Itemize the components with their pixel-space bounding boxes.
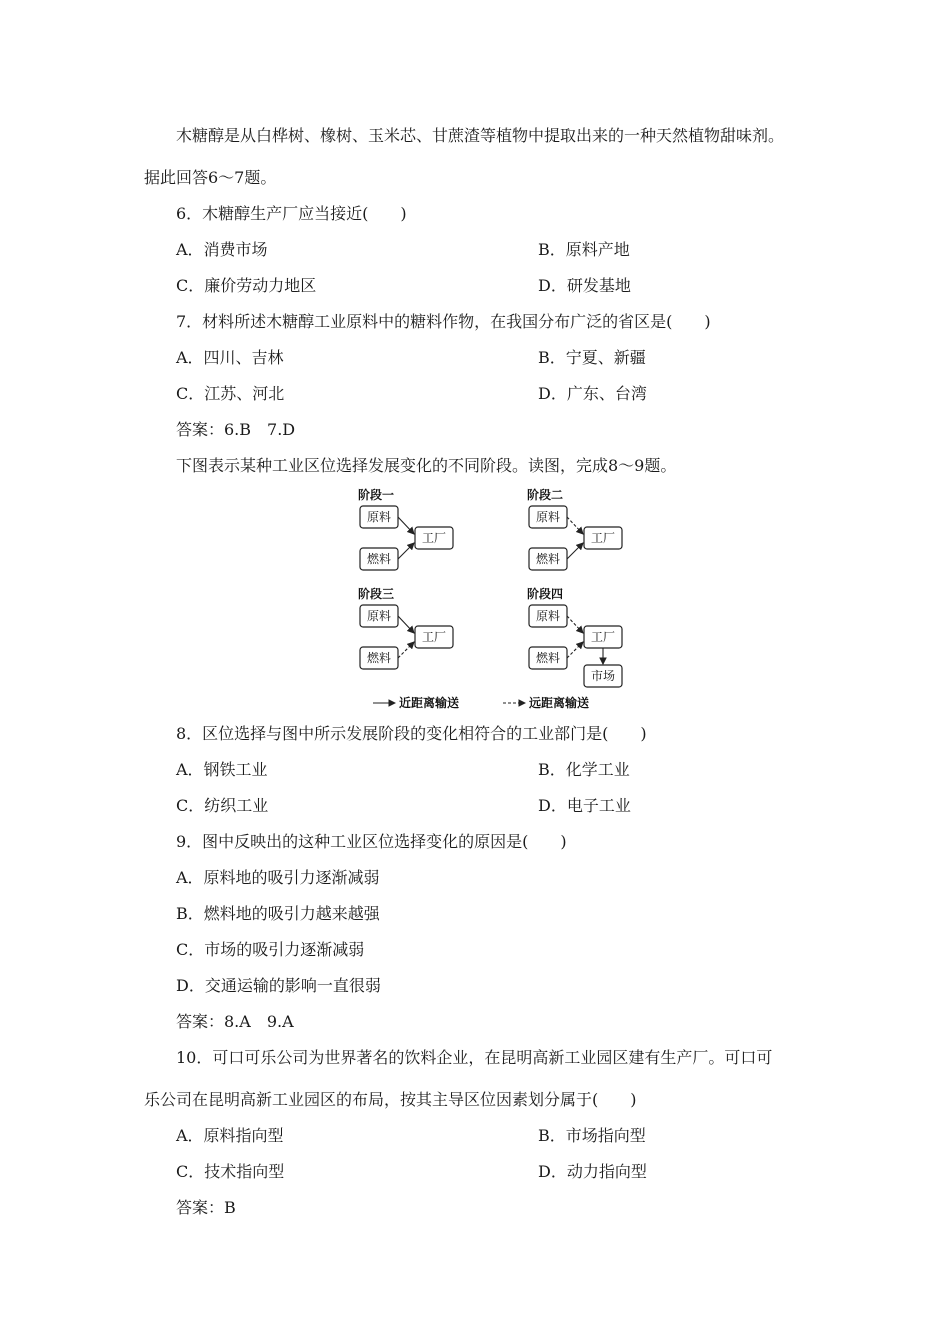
q8-option-d: D．电子工业 [538,796,631,815]
stage4-factory: 工厂 [590,630,616,644]
stage1-raw: 原料 [366,510,392,524]
q6-option-a: A．消费市场 [176,240,268,259]
stage3-factory: 工厂 [421,630,447,644]
q7-option-d: D．广东、台湾 [538,384,647,403]
intro-line-1: 木糖醇是从白桦树、橡树、玉米芯、甘蔗渣等植物中提取出来的一种天然植物甜味剂。 [176,126,785,145]
q10-option-c: C．技术指向型 [176,1162,285,1181]
legend-near-label: 近距离输送 [399,696,460,710]
figure-intro: 下图表示某种工业区位选择发展变化的不同阶段。读图，完成8～9题。 [176,456,677,475]
q7-stem: 7．材料所述木糖醇工业原料中的糖料作物，在我国分布广泛的省区是( ) [176,312,711,331]
answer-6-7: 答案：6.B 7.D [176,420,296,439]
stage1-label: 阶段一 [358,488,395,502]
stage3-label: 阶段三 [358,587,395,601]
q9-option-b: B．燃料地的吸引力越来越强 [176,904,380,923]
stage3-raw-arrow [398,616,414,633]
stage4-raw: 原料 [535,609,561,623]
q6-stem: 6．木糖醇生产厂应当接近( ) [176,204,407,223]
q8-option-b: B．化学工业 [538,760,630,779]
diagram-svg [355,486,645,714]
stage2-label: 阶段二 [527,488,564,502]
q10-stem-line-1: 10．可口可乐公司为世界著名的饮料企业，在昆明高新工业园区建有生产厂。可口可 [176,1048,773,1067]
stage1-factory: 工厂 [421,531,447,545]
q7-option-b: B．宁夏、新疆 [538,348,646,367]
stage4-fuel: 燃料 [535,651,561,665]
stage2-raw-arrow [567,517,583,534]
stage3-fuel: 燃料 [366,651,392,665]
q9-option-a: A．原料地的吸引力逐渐减弱 [176,868,380,887]
q10-option-d: D．动力指向型 [538,1162,647,1181]
stage2-factory: 工厂 [590,531,616,545]
q10-option-b: B．市场指向型 [538,1126,646,1145]
stage1-fuel-arrow [398,543,414,559]
q10-stem-line-2: 乐公司在昆明高新工业园区的布局，按其主导区位因素划分属于( ) [144,1090,637,1109]
stage4-raw-arrow [567,616,583,633]
legend-far-label: 远距离输送 [529,696,590,710]
answer-10: 答案：B [176,1198,236,1217]
stage3-fuel-arrow [398,642,414,658]
q7-option-a: A．四川、吉林 [176,348,284,367]
q10-option-a: A．原料指向型 [176,1126,284,1145]
stage4-fuel-arrow [567,642,583,658]
q8-option-c: C．纺织工业 [176,796,269,815]
stage2-raw: 原料 [535,510,561,524]
stage1-fuel: 燃料 [366,552,392,566]
industry-stage-diagram [355,486,645,714]
q9-option-d: D．交通运输的影响一直很弱 [176,976,381,995]
q6-option-c: C．廉价劳动力地区 [176,276,317,295]
intro-line-2: 据此回答6～7题。 [144,168,277,187]
q7-option-c: C．江苏、河北 [176,384,285,403]
stage3-raw: 原料 [366,609,392,623]
q6-option-d: D．研发基地 [538,276,631,295]
q6-option-b: B．原料产地 [538,240,630,259]
stage1-raw-arrow [398,517,414,534]
q8-stem: 8．区位选择与图中所示发展阶段的变化相符合的工业部门是( ) [176,724,647,743]
stage4-label: 阶段四 [527,587,564,601]
stage4-market: 市场 [590,669,616,683]
answer-8-9: 答案：8.A 9.A [176,1012,294,1031]
stage2-fuel-arrow [567,543,583,559]
q8-option-a: A．钢铁工业 [176,760,268,779]
stage2-fuel: 燃料 [535,552,561,566]
q9-option-c: C．市场的吸引力逐渐减弱 [176,940,365,959]
q9-stem: 9．图中反映出的这种工业区位选择变化的原因是( ) [176,832,567,851]
